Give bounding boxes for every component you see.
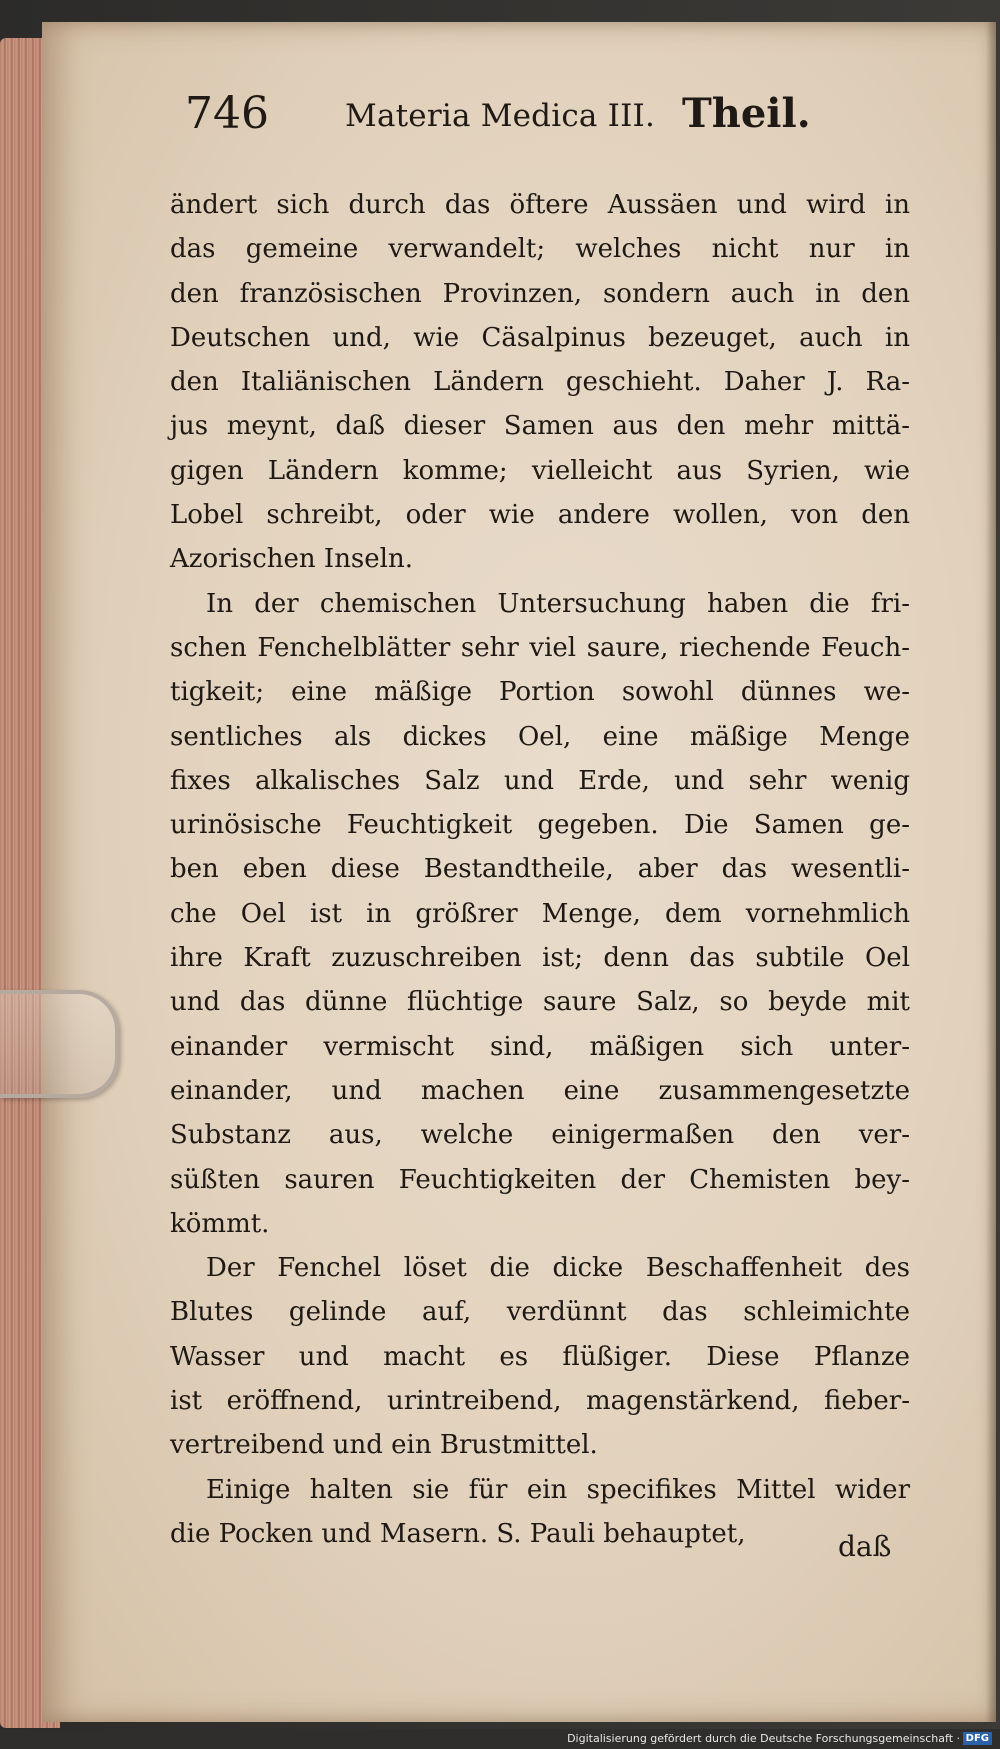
page-clip (0, 990, 119, 1098)
text-line: kömmt. (170, 1208, 270, 1239)
text-line: Einige halten sie für ein specifikes Mittel wider (206, 1474, 910, 1505)
text-line: Wasser und macht es flüßiger. Diese Pflanze (170, 1341, 910, 1372)
text-line: Deutschen und, wie Cäsalpinus bezeuget, auch in (170, 322, 910, 353)
text-line: In der chemischen Untersuchung haben die fri- (206, 588, 910, 619)
catchword: daß (838, 1530, 892, 1563)
text-line: vertreibend und ein Brustmittel. (170, 1430, 598, 1461)
text-line: und das dünne flüchtige saure Salz, so beyde mit (170, 987, 910, 1018)
text-line: sentliches als dickes Oel, eine mäßige Menge (170, 721, 910, 752)
text-line: tigkeit; eine mäßige Portion sowohl dünnes we- (170, 677, 910, 708)
text-line: jus meynt, daß dieser Samen aus den mehr mittä- (170, 411, 910, 442)
running-head (185, 88, 905, 148)
digitization-credit: Digitalisierung gefördert durch die Deutsche Forschungsgemeinschaft · (567, 1732, 960, 1745)
text-line: fixes alkalisches Salz und Erde, und sehr wenig (170, 765, 910, 796)
text-line: ben eben diese Bestandtheile, aber das wesentli- (170, 854, 910, 885)
running-head-title: Materia Medica III. (345, 98, 656, 134)
text-line: Lobel schreibt, oder wie andere wollen, von den (170, 500, 910, 531)
text-line: Azorischen Inseln. (170, 544, 413, 575)
running-head-part: Theil. (682, 90, 811, 137)
text-line: einander vermischt sind, mäßigen sich unter- (170, 1031, 910, 1062)
text-line: schen Fenchelblätter sehr viel saure, riechende Feuch- (170, 632, 910, 663)
text-line: che Oel ist in größrer Menge, dem vornehmlich (170, 898, 910, 929)
text-line: süßten sauren Feuchtigkeiten der Chemisten bey- (170, 1164, 910, 1195)
text-line: ist eröffnend, urintreibend, magenstärkend, fieber- (170, 1386, 910, 1417)
text-line: das gemeine verwandelt; welches nicht nur in (170, 234, 910, 265)
text-line: urinösische Feuchtigkeit gegeben. Die Samen ge- (170, 810, 910, 841)
text-line: ihre Kraft zuzuschreiben ist; denn das subtile Oel (170, 943, 910, 974)
text-line: gigen Ländern komme; vielleicht aus Syrien, wie (170, 455, 910, 486)
text-line: Blutes gelinde auf, verdünnt das schleimichte (170, 1297, 910, 1328)
text-line: die Pocken und Masern. S. Pauli behauptet, (170, 1518, 746, 1549)
text-line: den französischen Provinzen, sondern auch in den (170, 278, 910, 309)
text-line: Substanz aus, welche einigermaßen den ver- (170, 1120, 910, 1151)
text-line: ändert sich durch das öftere Aussäen und wird in (170, 190, 910, 220)
text-line: Der Fenchel löset die dicke Beschaffenheit des (206, 1253, 910, 1284)
text-line: den Italiänischen Ländern geschieht. Daher J. Ra- (170, 367, 910, 398)
body-text (170, 183, 910, 1556)
dfg-logo: DFG (963, 1732, 992, 1745)
page-number: 746 (185, 88, 269, 139)
footer-strip (0, 1729, 1000, 1749)
text-line: einander, und machen eine zusammengesetzte (170, 1075, 910, 1106)
